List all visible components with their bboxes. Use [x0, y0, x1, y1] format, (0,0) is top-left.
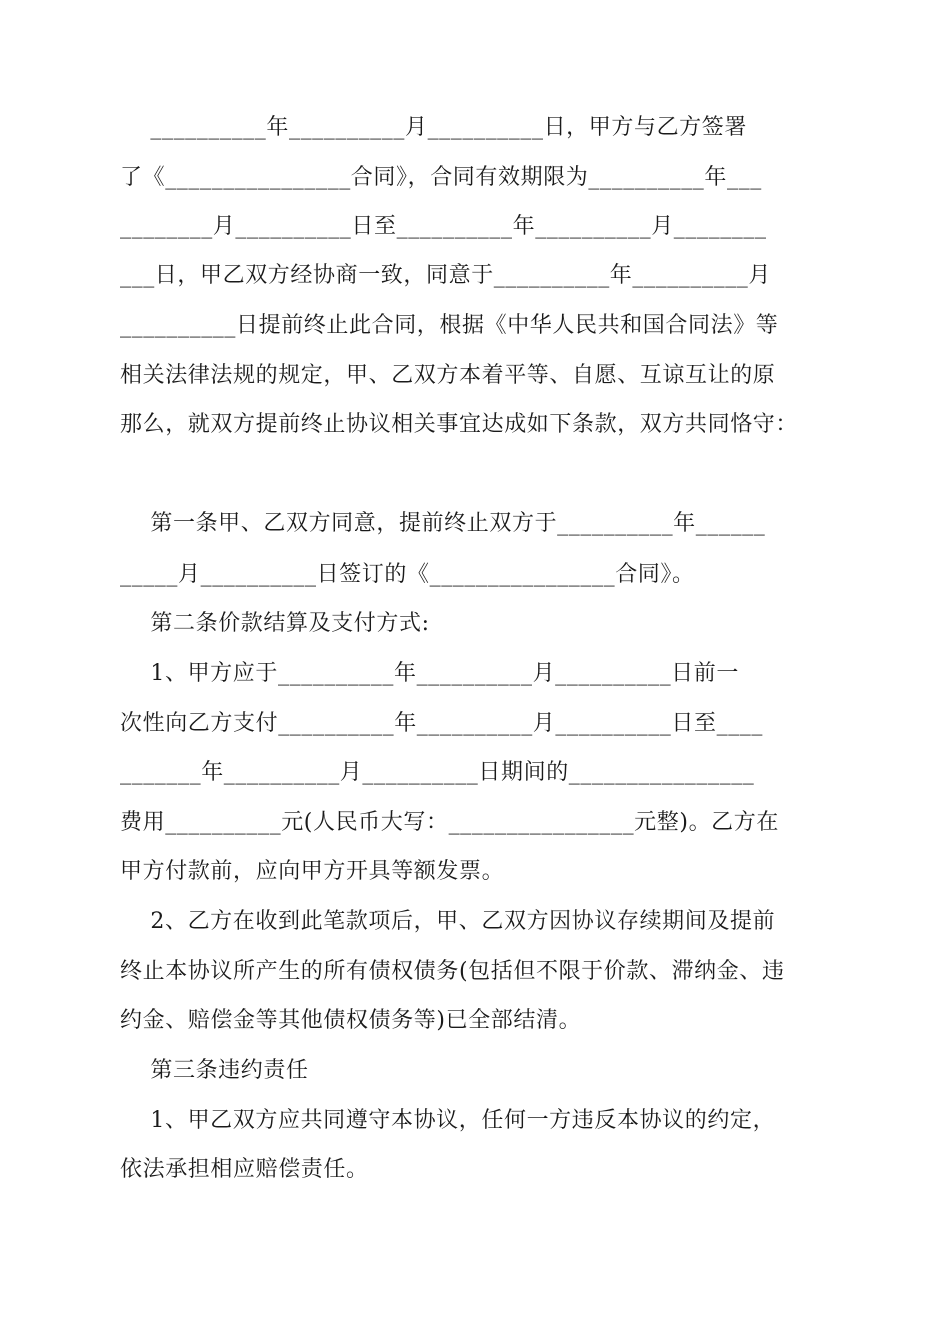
article2-item2-line: 终止本协议所产生的所有债权债务(包括但不限于价款、滞纳金、违	[120, 959, 785, 984]
article2-item1-line: 1、甲方应于__________年__________月__________日前一	[120, 661, 739, 686]
article2-item1-line: 费用__________元(人民币大写：________________元整)。乙方在	[120, 810, 779, 835]
preamble-line: ________月__________日至__________年__________月________	[120, 214, 767, 239]
article3-item1-line: 依法承担相应赔偿责任。	[120, 1157, 369, 1182]
article1-line: _____月__________日签订的《________________合同》。	[120, 562, 695, 587]
article2-item2-line: 2、乙方在收到此笔款项后，甲、乙双方因协议存续期间及提前	[120, 909, 776, 934]
article1-line: 第一条甲、乙双方同意，提前终止双方于__________年______	[120, 511, 766, 536]
preamble-line: 那么，就双方提前终止协议相关事宜达成如下条款，双方共同恪守：	[120, 412, 799, 437]
preamble-line: 了《________________合同》，合同有效期限为__________年___	[120, 165, 762, 190]
article2-title: 第二条价款结算及支付方式:	[120, 611, 430, 636]
article2-item1-line: 次性向乙方支付__________年__________月__________日至____	[120, 711, 764, 736]
preamble-line: ___日，甲乙双方经协商一致，同意于__________年__________月	[120, 263, 772, 288]
article3-title: 第三条违约责任	[120, 1058, 309, 1083]
article2-item1-line: 甲方付款前，应向甲方开具等额发票。	[120, 859, 505, 884]
article2-item2-line: 约金、赔偿金等其他债权债务等)已全部结清。	[120, 1008, 582, 1033]
article2-item1-line: _______年__________月__________日期间的________________	[120, 760, 755, 785]
preamble-line: __________日提前终止此合同，根据《中华人民共和国合同法》等	[120, 313, 779, 338]
preamble-line: __________年__________月__________日，甲方与乙方签署	[120, 115, 747, 140]
article3-item1-line: 1、甲乙双方应共同遵守本协议，任何一方违反本协议的约定，	[120, 1108, 776, 1133]
preamble-line: 相关法律法规的规定，甲、乙双方本着平等、自愿、互谅互让的原	[120, 363, 776, 388]
